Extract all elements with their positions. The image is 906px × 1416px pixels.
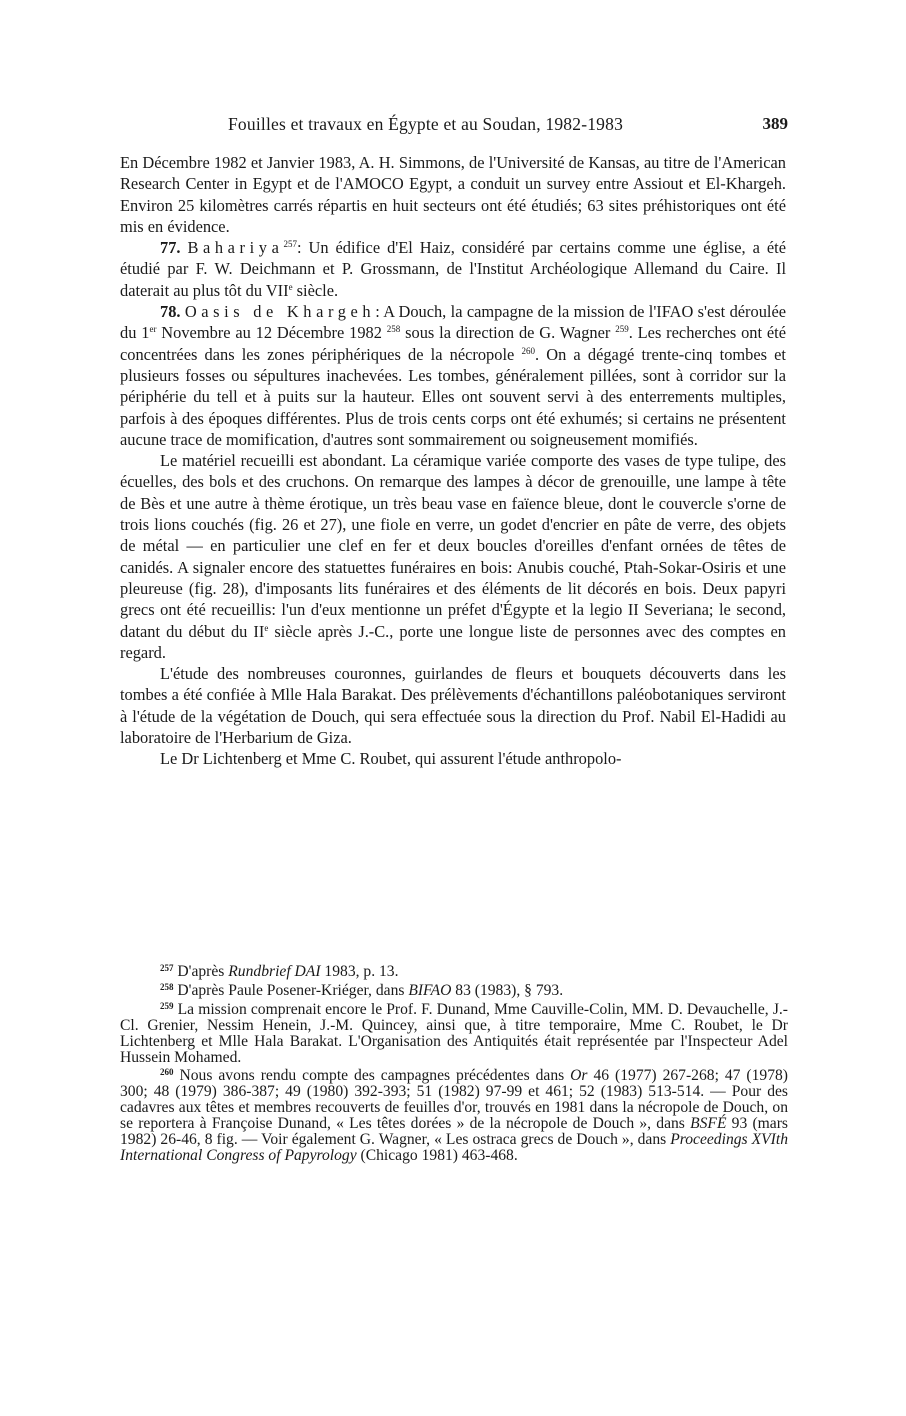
footnote-mark: 259 [160, 1000, 174, 1011]
page-number: 389 [762, 114, 788, 133]
running-title: Fouilles et travaux en Égypte et au Soudan, 1982-1983 [228, 114, 624, 134]
paragraph: L'étude des nombreuses couronnes, guirlandes de fleurs et bouquets découverts dans les tombes a été confiée à Mlle Hala Barakat. Des prélèvements d'échantillons paléobotaniques serviront à l'étude de la végétation de Douch, qui sera effectuée sous la direction du Prof. Nabil El-Hadidi au laboratoire de l'Herbarium de Giza. [120, 664, 786, 748]
footnote-ref[interactable]: 258 [386, 324, 401, 335]
running-header [150, 114, 788, 140]
section-place: Oasis de Khargeh [184, 302, 376, 322]
paragraph: Le Dr Lichtenberg et Mme C. Roubet, qui assurent l'étude anthropolo- [160, 749, 622, 769]
main-text [120, 152, 786, 770]
footnote-258: $^{258}$ D'après Paule Posener-Kriéger, dans BIFAO 83 (1983), § 793. [160, 981, 564, 999]
footnote-259: $^{259}$ La mission comprenait encore le Prof. F. Dunand, Mme Cauville-Colin, MM. D. Devauchelle, J.-Cl. Grenier, Nessim Henein, J.-M. Quincey, ainsi que, à titre temporaire, Mme C. Roubet, le Dr Lichtenberg et Mlle Hala Barakat. L'Organisation des Antiquités était représentée par l'Inspecteur Adel Hussein Mohamed. [120, 1000, 788, 1066]
footnote-ref[interactable]: 259 [615, 324, 629, 335]
footnotes [120, 964, 788, 1164]
footnote-mark: 258 [160, 981, 174, 992]
footnote-mark: 260 [160, 1067, 174, 1078]
footnote-mark: 257 [160, 963, 174, 973]
section-number: 78. [160, 302, 181, 322]
paragraph: Le matériel recueilli est abondant. La céramique variée comporte des vases de type tulipe, des écuelles, des bols et des cruchons. On remarque des lampes à décor de grenouille, une lampe à tête de Bès et une autre à thème érotique, un très beau vase en faïence bleue, dont le couvercle s'orne de trois lions couchés (fig. 26 et 27), une fiole en verre, un godet d'encrier en pâte de verre, des objets de métal — en particulier une clef en fer et deux boucles d'oreilles d'enfant ornées de têtes de canidés. A signaler encore des statuettes funéraires en bois: Anubis couché, Ptah-Sokar-Osiris et une pleureuse (fig. 28), d'imposants lits funéraires et des éléments de lit décorés en bois. Deux papyri grecs ont été recueillis: l'un d'eux mentionne un préfet d'Égypte et la legio II Severiana; le second, datant du début du IIe siècle après J.-C., porte une longue liste de personnes avec des comptes en regard. [120, 451, 786, 662]
section-78: 78. Oasis de Khargeh: A Douch, la campagne de la mission de l'IFAO s'est déroulée du 1er Novembre au 12 Décembre 1982 $^{258}$ sous la direction de G. Wagner $^{259}$. Les recherches ont été concentrées dans les zones périphériques de la nécropole $^{260}$. On a dégagé trente-cinq tombes et plusieurs fosses ou sépultures inachevées. Les tombes, généralement pillées, sont à corridor sur la périphérie du tell et à puits sur la hauteur. Elles ont souvent servi à des enterrements multiples, parfois à des époques différentes. Plus de trois cents corps ont été exhumés; si certains ne présentent aucune trace de momification, d'autres sont sommairement ou soigneusement momifiés. [120, 302, 787, 449]
footnote-260: $^{260}$ Nous avons rendu compte des campagnes précédentes dans Or 46 (1977) 267-268; 47 (1978) 300; 48 (1979) 386-387; 49 (1980) 392-393; 51 (1982) 97-99 et 461; 52 (1983) 513-514. — Pour des cadavres aux têtes et membres recouverts de feuilles d'or, trouvés en 1981 dans la nécropole de Douch, on se reportera à Françoise Dunand, « Les têtes dorées » de la nécropole de Douch », dans BSFÉ 93 (mars 1982) 26-46, 8 fig. — Voir également G. Wagner, « Les ostraca grecs de Douch », dans Proceedings XVIth International Congress of Papyrology (Chicago 1981) 463-468. [120, 1067, 788, 1164]
footnote-257: $^{257}$ D'après Rundbrief DAI 1983, p. 13. [160, 963, 399, 980]
footnote-ref[interactable]: 260 [521, 345, 535, 356]
section-77: 77. Bahariya$^{257}$: Un édifice d'El Haiz, considéré par certains comme une église, a été étudié par F. W. Deichmann et P. Grossmann, de l'Institut Archéologique Allemand du Caire. Il daterait au plus tôt du VIIe siècle. [120, 238, 786, 300]
footnote-ref[interactable]: 257 [283, 239, 297, 250]
section-number: 77. [160, 238, 181, 258]
paragraph: En Décembre 1982 et Janvier 1983, A. H. Simmons, de l'Université de Kansas, au titre de l'American Research Center in Egypt et de l'AMOCO Egypt, a conduit un survey entre Assiout et El-Khargeh. Environ 25 kilomètres carrés répartis en huit secteurs ont été étudiés; 63 sites préhistoriques ont été mis en évidence. [120, 153, 786, 236]
section-place: Bahariya [187, 238, 284, 258]
